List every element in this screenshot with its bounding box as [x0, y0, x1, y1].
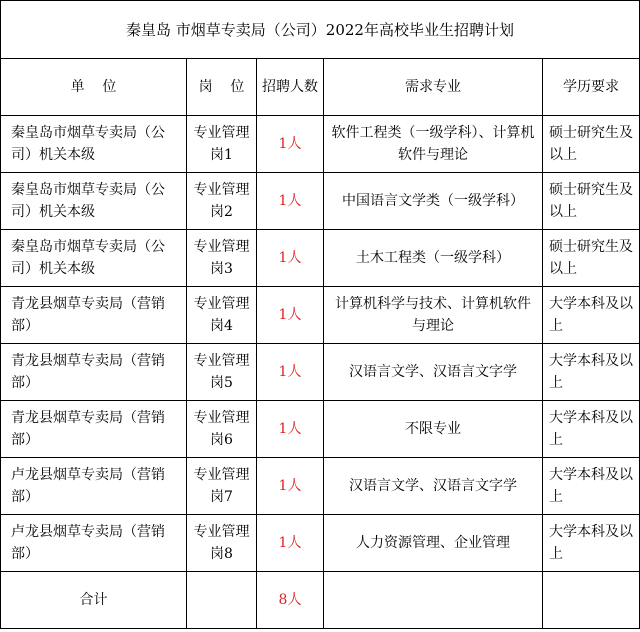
unit-cell: 秦皇岛市烟草专卖局（公司）机关本级 [1, 173, 187, 230]
table-body [1, 116, 640, 572]
unit-cell: 卢龙县烟草专卖局（营销部） [1, 515, 187, 572]
major-cell: 中国语言文学类（一级学科） [324, 173, 543, 230]
total-row [1, 572, 640, 629]
major-cell: 土木工程类（一级学科） [324, 230, 543, 287]
edu-cell: 硕士研究生及以上 [543, 230, 640, 287]
post-cell: 专业管理岗8 [187, 515, 257, 572]
edu-cell: 大学本科及以上 [543, 458, 640, 515]
header-unit: 单 位 [1, 59, 187, 116]
header-edu: 学历要求 [543, 59, 640, 116]
total-label: 合计 [1, 572, 187, 629]
post-cell: 专业管理岗2 [187, 173, 257, 230]
table-row [1, 344, 640, 401]
major-cell: 计算机科学与技术、计算机软件与理论 [324, 287, 543, 344]
unit-cell: 卢龙县烟草专卖局（营销部） [1, 458, 187, 515]
total-count: 8人 [257, 572, 324, 629]
edu-cell: 大学本科及以上 [543, 401, 640, 458]
table-row [1, 515, 640, 572]
table-row [1, 230, 640, 287]
table-row [1, 458, 640, 515]
count-cell: 1人 [257, 344, 324, 401]
table-row [1, 401, 640, 458]
edu-cell: 大学本科及以上 [543, 344, 640, 401]
table-row [1, 116, 640, 173]
table-row [1, 173, 640, 230]
table-row [1, 287, 640, 344]
edu-cell: 硕士研究生及以上 [543, 116, 640, 173]
edu-cell: 硕士研究生及以上 [543, 173, 640, 230]
post-cell: 专业管理岗3 [187, 230, 257, 287]
header-post: 岗 位 [187, 59, 257, 116]
major-cell: 不限专业 [324, 401, 543, 458]
post-cell: 专业管理岗5 [187, 344, 257, 401]
count-cell: 1人 [257, 116, 324, 173]
count-cell: 1人 [257, 458, 324, 515]
post-cell: 专业管理岗1 [187, 116, 257, 173]
major-cell: 软件工程类（一级学科）、计算机软件与理论 [324, 116, 543, 173]
count-cell: 1人 [257, 230, 324, 287]
header-major: 需求专业 [324, 59, 543, 116]
count-cell: 1人 [257, 401, 324, 458]
major-cell: 人力资源管理、企业管理 [324, 515, 543, 572]
edu-cell: 大学本科及以上 [543, 515, 640, 572]
major-cell: 汉语言文学、汉语言文字学 [324, 344, 543, 401]
unit-cell: 秦皇岛市烟草专卖局（公司）机关本级 [1, 230, 187, 287]
post-cell: 专业管理岗6 [187, 401, 257, 458]
unit-cell: 青龙县烟草专卖局（营销部） [1, 344, 187, 401]
count-cell: 1人 [257, 287, 324, 344]
unit-cell: 秦皇岛市烟草专卖局（公司）机关本级 [1, 116, 187, 173]
unit-cell: 青龙县烟草专卖局（营销部） [1, 287, 187, 344]
header-count: 招聘人数 [257, 59, 324, 116]
post-cell: 专业管理岗4 [187, 287, 257, 344]
edu-cell: 大学本科及以上 [543, 287, 640, 344]
post-cell: 专业管理岗7 [187, 458, 257, 515]
table-title: 秦皇岛 市烟草专卖局（公司）2022年高校毕业生招聘计划 [1, 1, 640, 59]
major-cell: 汉语言文学、汉语言文字学 [324, 458, 543, 515]
header-row [1, 59, 640, 116]
unit-cell: 青龙县烟草专卖局（营销部） [1, 401, 187, 458]
total-post-empty [187, 572, 257, 629]
count-cell: 1人 [257, 173, 324, 230]
total-edu-empty [543, 572, 640, 629]
total-major-empty [324, 572, 543, 629]
count-cell: 1人 [257, 515, 324, 572]
